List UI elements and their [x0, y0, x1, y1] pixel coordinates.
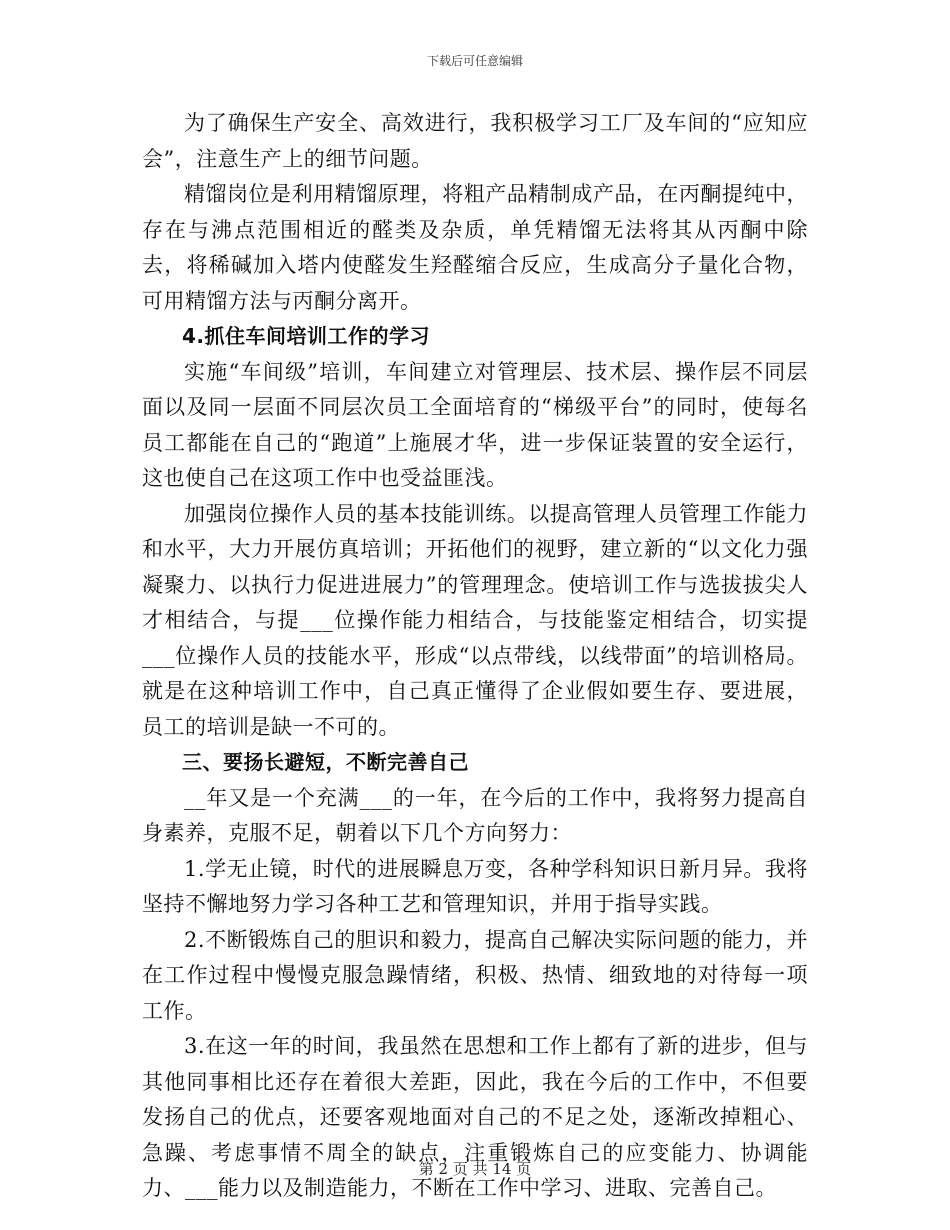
- page-number: 第 2 页 共 14 页: [418, 1160, 532, 1178]
- list-item-1: 1.学无止镜，时代的进展瞬息万变，各种学科知识日新月异。我将坚持不懈地努力学习各种工艺和管理知识，并用于指导实践。: [142, 856, 808, 916]
- paragraph-skill-training: 加强岗位操作人员的基本技能训练。以提高管理人员管理工作能力和水平，大力开展仿真培训；开拓他们的视野，建立新的“以文化力强凝聚力、以执行力促进进展力”的管理理念。使培训工作与选拔拔尖人才相结合，与提___位操作能力相结合，与技能鉴定相结合，切实提___位操作人员的技能水平，形成“以点带线，以线带面”的培训格局。就是在这种培训工作中，自己真正懂得了企业假如要生存、要进展，员工的培训是缺一不可的。: [142, 501, 808, 739]
- page-header: 下载后可任意编辑: [426, 54, 523, 68]
- paragraph-distillation: 精馏岗位是利用精馏原理，将粗产品精制成产品，在丙酮提纯中，存在与沸点范围相近的醛类及杂质，单凭精馏无法将其从丙酮中除去，将稀碱加入塔内使醛发生羟醛缩合反应，生成高分子量化合物，可用精馏方法与丙酮分离开。: [142, 182, 808, 313]
- paragraph-safety-learning: 为了确保生产安全、高效进行，我积极学习工厂及车间的“应知应会”，注意生产上的细节问题。: [142, 111, 808, 171]
- list-item-2: 2.不断锻炼自己的胆识和毅力，提高自己解决实际问题的能力，并在工作过程中慢慢克服急躁情绪，积极、热情、细致地的对待每一项工作。: [142, 927, 808, 1023]
- paragraph-new-year: __年又是一个充满___的一年，在今后的工作中，我将努力提高自身素养，克服不足，朝着以下几个方向努力：: [142, 785, 808, 845]
- section-heading-training: 4.抓住车间培训工作的学习: [182, 324, 431, 348]
- list-item-3: 3.在这一年的时间，我虽然在思想和工作上都有了新的进步，但与其他同事相比还存在着很大差距，因此，我在今后的工作中，不但要发扬自己的优点，还要客观地面对自己的不足之处，逐渐改掉粗心、急躁、考虑事情不周全的缺点，注重锻炼自己的应变能力、协调能力、___能力以及制造能力，不断在工作中学习、进取、完善自己。: [142, 1034, 808, 1200]
- paragraph-workshop-training: 实施“车间级”培训，车间建立对管理层、技术层、操作层不同层面以及同一层面不同层次员工全面培育的“梯级平台”的同时，使每名员工都能在自己的“跑道”上施展才华，进一步保证装置的安全运行，这也使自己在这项工作中也受益匪浅。: [142, 359, 808, 490]
- section-heading-improve: 三、要扬长避短，不断完善自己: [182, 750, 469, 774]
- document-body: [142, 106, 808, 1207]
